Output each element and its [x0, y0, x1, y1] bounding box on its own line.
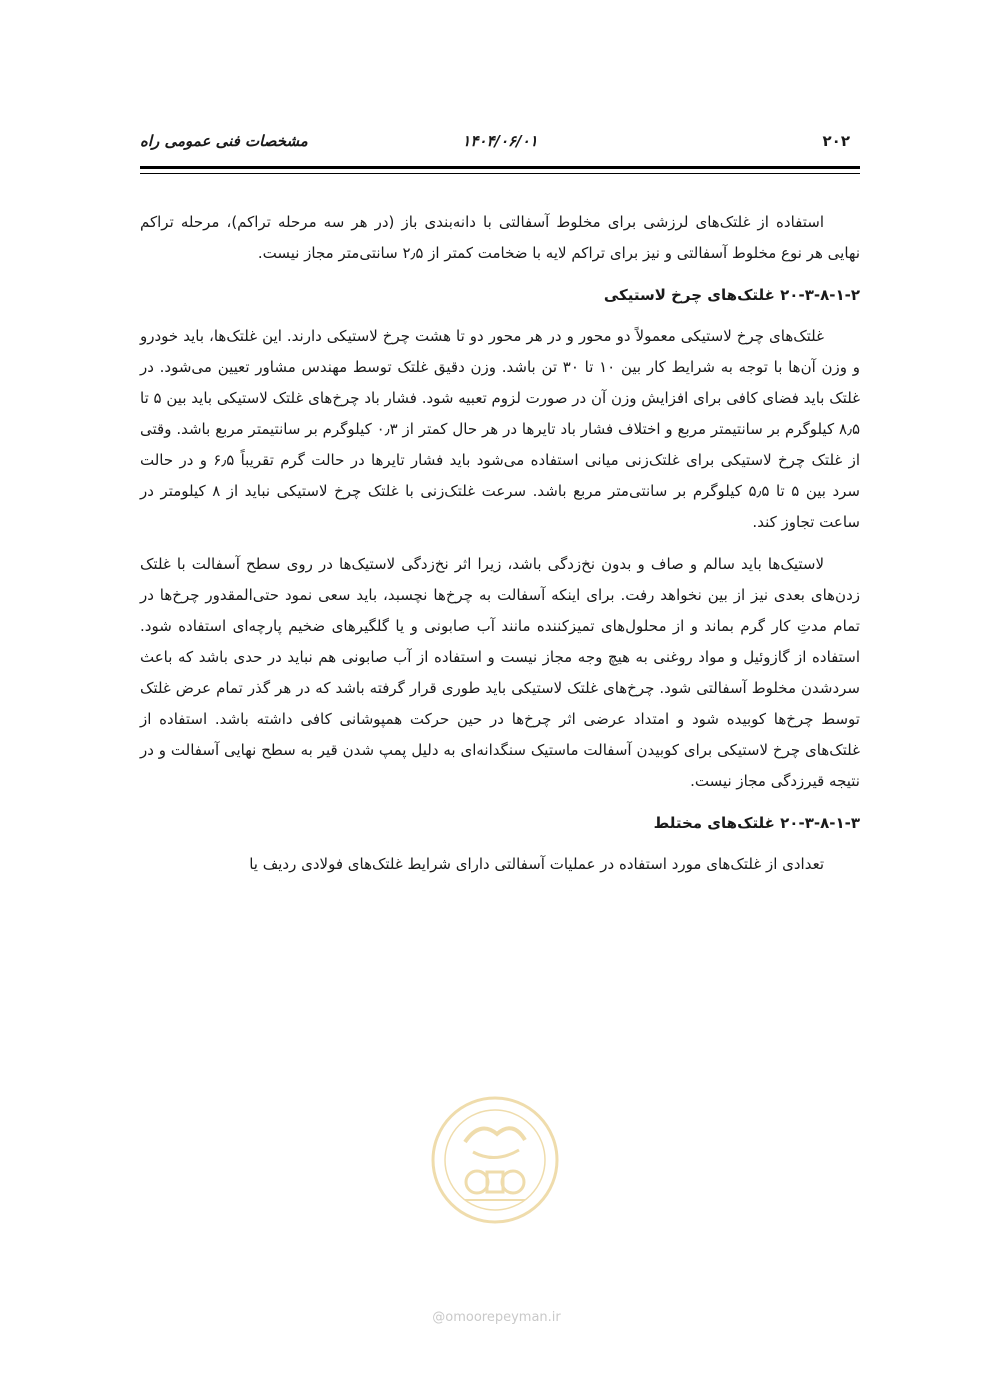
- page-number: ۲۰۲: [822, 132, 850, 150]
- paragraph-pneumatic-rollers-specs: غلتک‌های چرخ لاستیکی معمولاً دو محور و در هر محور دو تا هشت چرخ لاستیکی دارند. این غلتک‌ها، باید خودرو و وزن آن‌ها با توجه به شرایط کار بین ۱۰ تا ۳۰ تن باشد. وزن دقیق غلتک توسط مهندس مشاور تعیین می‌شود. در غلتک باید فضای کافی برای افزایش وزن آن در صورت لزوم تعبیه شود. فشار باد چرخ‌های غلتک لاستیکی باید بین ۵ تا ۸٫۵ کیلوگرم بر سانتیمتر مربع و اختلاف فشار باد تایرها در هر حال کمتر از ۰٫۳ کیلوگرم بر سانتیمتر مربع باشد. وقتی از غلتک چرخ لاستیکی برای غلتک‌زنی میانی استفاده می‌شود باید فشار تایرها در حالت گرم تقریباً ۶٫۵ و در حالت سرد بین ۵ تا ۵٫۵ کیلوگرم بر سانتی‌متر مربع باشد. سرعت غلتک‌زنی با غلتک چرخ لاستیکی نباید از ۸ کیلومتر در ساعت تجاوز کند.: [140, 327, 861, 531]
- section-heading-pneumatic-rollers: ۲۰-۳-۸-۱-۲ غلتک‌های چرخ لاستیکی: [603, 286, 860, 304]
- publisher-seal-watermark: [425, 1090, 565, 1230]
- header-rule-thick: [140, 166, 860, 169]
- page-header: [140, 120, 860, 160]
- page-body: [140, 207, 860, 891]
- header-date: ۱۴۰۴/۰۶/۰۱: [462, 132, 538, 150]
- paragraph-vibratory-rollers: استفاده از غلتک‌های لرزشی برای مخلوط آسفالتی با دانه‌بندی باز (در هر سه مرحله تراکم)، مرحله تراکم نهایی هر نوع مخلوط آسفالتی و نیز برای تراکم لایه با ضخامت کمتر از ۲٫۵ سانتی‌متر مجاز نیست.: [140, 213, 860, 262]
- book-title: مشخصات فنی عمومی راه: [140, 132, 308, 150]
- seal-emblem: [433, 1098, 557, 1222]
- section-heading-combination-rollers: ۲۰-۳-۸-۱-۳ غلتک‌های مختلط: [653, 814, 860, 832]
- header-rule-thin: [140, 173, 860, 174]
- website-watermark: @omoorepeyman.ir: [432, 1310, 561, 1325]
- paragraph-combination-rollers: تعدادی از غلتک‌های مورد استفاده در عملیات آسفالتی دارای شرایط غلتک‌های فولادی ردیف یا: [249, 855, 824, 873]
- paragraph-tire-condition: لاستیک‌ها باید سالم و صاف و بدون نخ‌زدگی باشد، زیرا اثر نخ‌زدگی لاستیک‌ها در روی سطح آسفالت با غلتک زدن‌های بعدی نیز از بین نخواهد رفت. برای اینکه آسفالت به چرخ‌ها نچسبد، باید سعی نمود حتی‌المقدور چرخ‌ها در تمام مدتِ کار گرم بماند و از محلول‌های تمیزکننده مانند آب صابونی و یا گلگیرهای ضخیم پارچه‌ای استفاده شود. استفاده از گازوئیل و مواد روغنی به هیچ وجه مجاز نیست و استفاده از آب صابونی هم نباید در حدی باشد که باعث سردشدن مخلوط آسفالتی شود. چرخ‌های غلتک لاستیکی باید طوری قرار گرفته باشد که در هر گذر تمام عرض غلتک توسط چرخ‌ها کوبیده شود و امتداد عرضی اثر چرخ‌ها در حین حرکت همپوشانی کافی داشته باشد. استفاده از غلتک‌های چرخ لاستیکی برای کوبیدن آسفالت ماستیک سنگدانه‌ای به دلیل پمپ شدن قیر به سطح نهایی آسفالت و در نتیجه قیرزدگی مجاز نیست.: [140, 555, 860, 790]
